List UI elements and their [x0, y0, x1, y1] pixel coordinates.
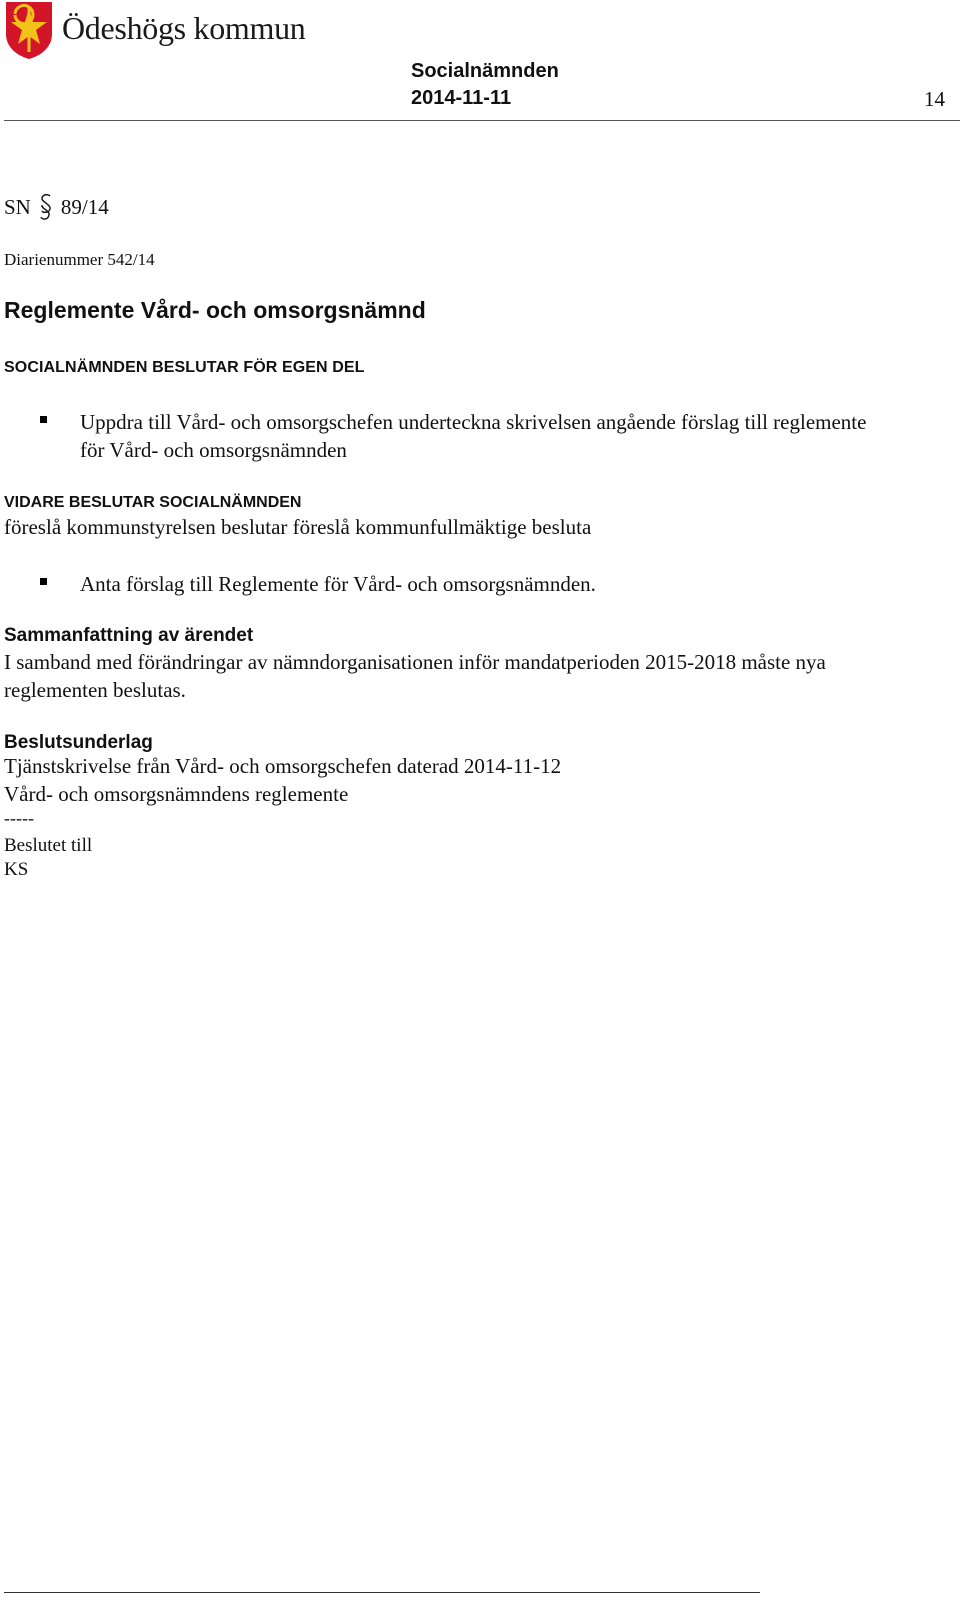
coat-of-arms-icon — [4, 0, 54, 60]
paragraph-prefix: SN — [4, 194, 31, 219]
page-number: 14 — [924, 87, 945, 111]
header-divider — [4, 120, 960, 121]
meeting-date: 2014-11-11 — [411, 87, 512, 109]
diary-number: Diarienummer 542/14 — [4, 250, 155, 269]
paragraph-reference — [4, 193, 109, 221]
basis-heading: Beslutsunderlag — [4, 732, 153, 753]
summary-heading: Sammanfattning av ärendet — [4, 625, 254, 646]
decision-further-text: föreslå kommunstyrelsen beslutar föreslå kommunfullmäktige besluta — [4, 515, 592, 539]
paragraph-number: 89/14 — [60, 194, 109, 219]
committee-name: Socialnämnden — [411, 60, 559, 82]
decision-further-heading: VIDARE BESLUTAR SOCIALNÄMNDEN — [4, 494, 302, 511]
bullet-text: Anta förslag till Reglemente för Vård- och omsorgsnämnden. — [80, 572, 596, 596]
footer-divider — [4, 1592, 760, 1593]
basis-item: Vård- och omsorgsnämndens reglemente — [4, 782, 349, 806]
page-title: Reglemente Vård- och omsorgsnämnd — [4, 297, 426, 323]
separator-dashes: ----- — [4, 808, 34, 828]
decision-own-heading: SOCIALNÄMNDEN BESLUTAR FÖR EGEN DEL — [4, 359, 365, 376]
municipality-name: Ödeshögs kommun — [62, 10, 306, 46]
municipality-logo — [4, 0, 54, 60]
bullet-text: Uppdra till Vård- och omsorgschefen underteckna skrivelsen angående förslag till reglemente för Vård- och omsorgsnämnden — [80, 410, 867, 462]
square-bullet-icon — [40, 578, 47, 585]
sent-to-label: Beslutet till — [4, 835, 93, 856]
section-sign-icon — [39, 193, 53, 221]
summary-text: I samband med förändringar av nämndorganisationen inför mandatperioden 2015-2018 måste nya reglementen beslutas. — [4, 650, 826, 702]
basis-item: Tjänstskrivelse från Vård- och omsorgschefen daterad 2014-11-12 — [4, 754, 562, 778]
square-bullet-icon — [40, 416, 47, 423]
decision-own-bullet — [40, 408, 880, 464]
sent-to-value: KS — [4, 859, 29, 880]
decision-further-bullet — [40, 570, 880, 598]
